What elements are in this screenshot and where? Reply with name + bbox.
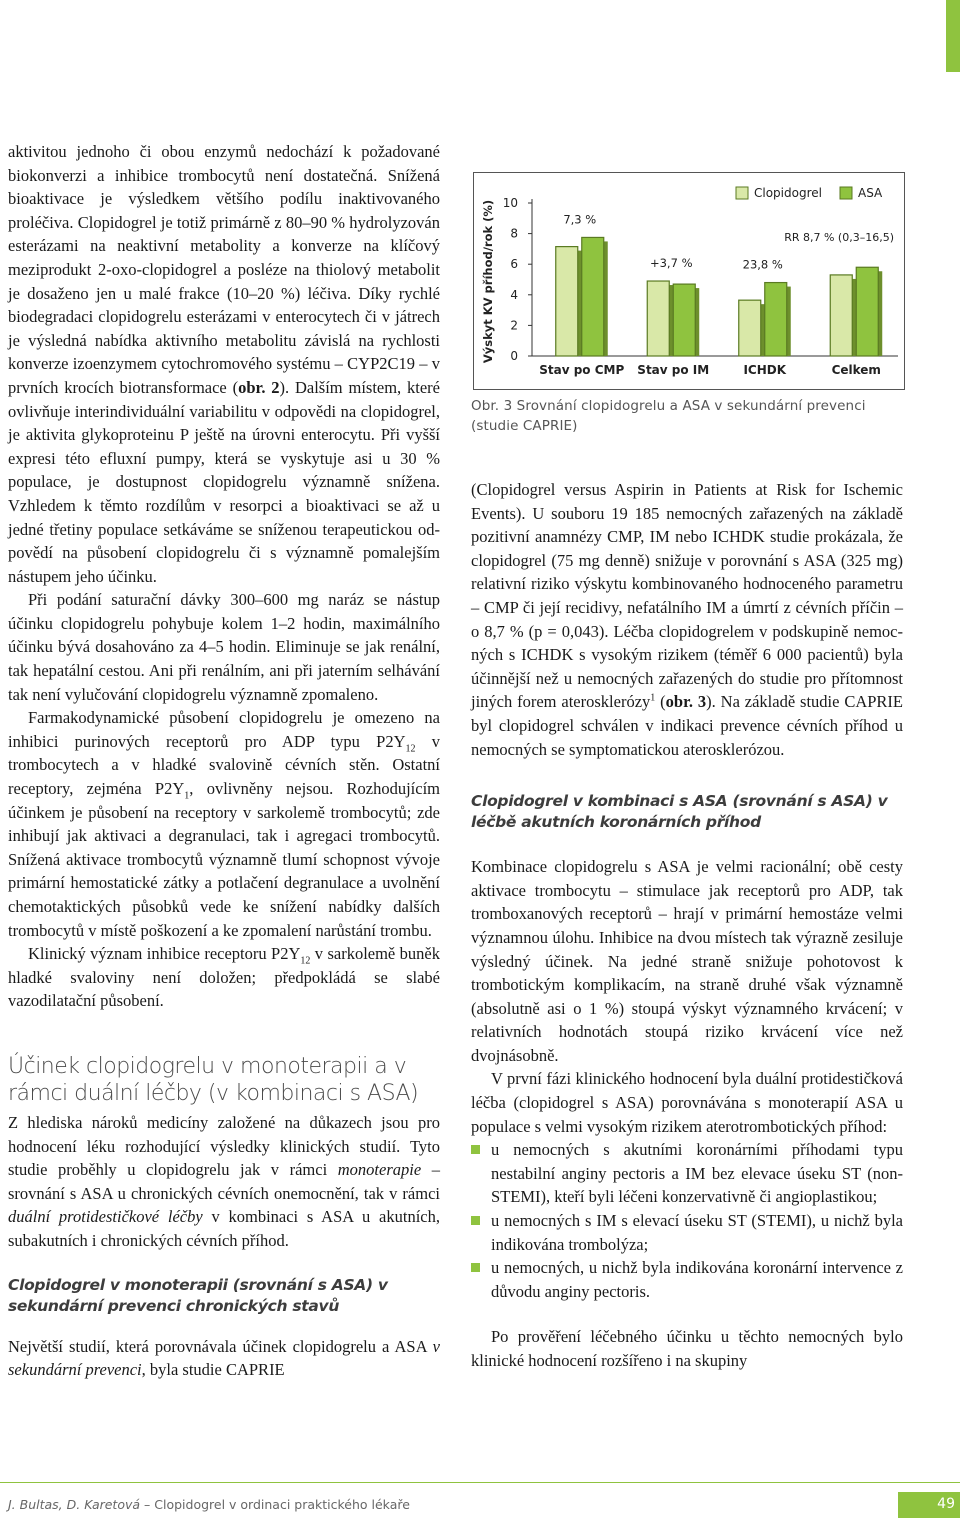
footer-authors: J. Bultas, D. Karetová: [8, 1497, 141, 1512]
bar-clopidogrel: [739, 300, 761, 356]
paragraph: Kombinace clopidogrelu s ASA je velmi racionální; obě cesty aktivace trombocytu – stimulace jak receptorů pro ADP, tak tromboxanových receptorů – hrají v primární hemostáze velmi významnou úlohu. Inhibice na dvou místech tak výrazně zesiluje výsledný účinek. Na jedné straně snižuje pohotovost k trombotickým komplikacím, na straně druhé však významně (absolutně asi o 1 %) stoupá výskyt významného krvácení; v relativních hodnotách stoupá riziko krvácení více než dvojnásobně.: [471, 857, 903, 1065]
x-tick-label: ICHDK: [743, 363, 787, 377]
paragraph: aktivitou jednoho či obou enzymů nedochází k požadované biokonverzi a inhibice trombocytů není dostatečná. Snížená bioaktivace je výsledkem většího podílu inaktivovaného proléčiva. Clopidogrel je totiž primárně z 80–90 % hydrolyzován esterázami na neaktivní metabolity a konverze na klíčový meziprodukt 2-oxo-clopidogrel a posléze na thiolový metabolit je dosaženo jen u malé frakce (10–20 %) léčiva. Díky rychlé biodegradaci clopidogrelu esterázami v enterocytech či v játrech je výsledná nabídka aktivního metabolitu závislá na rychlosti konverze izoenzymem cytochromového systému – CYP2C19 – v prvních krocích biotransformace (obr. 2). Dalším místem, které ovlivňuje interindividuální variabilitu v odpovědi na clopidogrel, je aktivita glykoproteinu P ještě na úrovni enterocytu. Při vyšší expresi této efluxní pumpy, která se vyskytuje asi u 30 % populace, je dostupnost clopidogrelu významně snížena. Vzhledem k těmto rozdílům v resorpci a bioaktivaci se až u jedné třetiny populace setkáváme se sníženou terapeutickou odpovědí na působení clopidogrelu či s významně pomalejším nástupem jeho účinku.: [8, 142, 440, 586]
paragraph: Klinický význam inhibice receptoru $P2Y_{12}$ v sarkolemě buněk hladké svaloviny není doložen; předpokládá se slabé vazodilatační působení.: [8, 944, 440, 1011]
subsection-heading: Clopidogrel v kombinaci s ASA (srovnání s ASA) v léčbě akutních koronárních příhod: [471, 792, 888, 832]
bar-clopidogrel: [830, 275, 852, 356]
page-number: 49: [937, 1496, 955, 1512]
bullet-list: [471, 1138, 903, 1303]
rr-annotation: RR 8,7 % (0,3–16,5): [784, 231, 894, 244]
y-axis-label: Výskyt KV příhod/rok (%): [481, 199, 495, 364]
list-item: u nemocných, u nichž byla indikována koronární intervence z důvodu anginy pectoris.: [471, 1256, 903, 1303]
figure-reference[interactable]: obr. 2: [238, 377, 280, 397]
x-tick-label: Stav po IM: [637, 363, 710, 377]
footer-rule: [0, 1482, 960, 1483]
caprie-bar-chart: [473, 172, 905, 390]
legend-label: ASA: [858, 186, 883, 200]
legend-label: Clopidogrel: [754, 186, 822, 200]
bar-asa: [856, 267, 878, 356]
section-heading: Účinek clopidogrelu v monoterapii a v rámci duální léčby (v kombinaci s ASA): [8, 1053, 419, 1106]
footer-title: Clopidogrel v ordinaci praktického lékaře: [154, 1497, 410, 1512]
bar-clopidogrel: [647, 281, 669, 356]
bar-asa: [673, 284, 695, 356]
x-tick-label: Stav po CMP: [539, 363, 625, 377]
bar-annotation: +3,7 %: [649, 256, 693, 271]
paragraph: Z hlediska nároků medicíny založené na důkazech jsou pro hodnocení léku rozhodující výsledky klinických studií. Tyto studie proběhly u clopidogrelu jak v rámci monoterapie – srovnání s ASA u chronických cévních onemocnění, tak v rámci duální protidestičkové léčby v kombinaci s ASA u akutních, subakutních i chronických cévních příhod.: [8, 1112, 441, 1250]
legend-swatch: [736, 187, 748, 199]
y-tick-label: 8: [510, 226, 518, 241]
figure-caption: Obr. 3 Srovnání clopidogrelu a ASA v sekundární prevenci (studie CAPRIE): [471, 398, 866, 434]
y-tick-label: 6: [510, 257, 518, 272]
y-tick-label: 10: [502, 196, 518, 210]
y-tick-label: 0: [510, 349, 518, 363]
bar-asa: [582, 237, 604, 356]
x-tick-label: Celkem: [831, 363, 881, 377]
running-footer: J. Bultas, D. Karetová – Clopidogrel v ordinaci praktického lékaře: [8, 1497, 410, 1512]
paragraph: V první fázi klinického hodnocení byla duální protidestičková léčba (clopidogrel s ASA) porovnávána s monoterapií ASA u populace s velmi vysokým rizikem aterotrombotických příhod:: [471, 1069, 903, 1136]
bullet-square-icon: [471, 1216, 480, 1225]
bar-annotation: 7,3 %: [563, 212, 597, 227]
subsection-heading: Clopidogrel v monoterapii (srovnání s ASA) v sekundární prevenci chronických stavů: [8, 1275, 388, 1315]
right-column: [471, 396, 903, 1373]
chart-svg: [474, 173, 906, 391]
bar-annotation: 23,8 %: [742, 257, 783, 272]
top-accent-bar: [946, 0, 960, 72]
paragraph: Farmakodynamické působení clopidogrelu je omezeno na inhibici purinových receptorů pro ADP typu $P2Y_{12}$ v trombocytech a v hladké svalovině cévních stěn. Ostatní receptory, zejména $P2Y_1$, ovlivněny nejsou. Rozhodujícím účinkem je působení na receptory v sarkolemě trombocytů; zde inhibují jak aktivaci a degranulaci, tak i agregaci trombocytů. Snížená aktivace trombocytů významně tlumí schopnost vývoje primární hemostatické zátky a potlačení degranulace a uvolnění chemotaktických působků vede ke snížení nabídky dalších trombocytů v místě poškození a ke zpomalení narůstání trombu.: [8, 708, 440, 940]
figure-reference[interactable]: obr. 3: [665, 692, 707, 712]
y-tick-label: 4: [510, 287, 518, 302]
list-item: u nemocných s IM s elevací úseku ST (STEMI), u nichž byla indikována trombolýza;: [471, 1209, 903, 1256]
bar-clopidogrel: [556, 247, 578, 356]
bar-asa: [765, 283, 787, 356]
legend-swatch: [840, 187, 852, 199]
y-tick-label: 2: [510, 318, 518, 333]
left-column: [8, 140, 440, 1382]
paragraph: (Clopidogrel versus Aspirin in Patients at Risk for Ischemic Events). U souboru 19 185 nemocných zařazených na základě pozitivní anamnézy CMP, IM nebo ICHDK studie prokázala, že clopidogrel (75 mg denně) snižuje v porovnání s ASA (325 mg) relativní riziko výskytu kombinovaného hodnoceného parametru – CMP či její recidivy, nefatálního IM a úmrtí z cévních příčin – o 8,7 % (p = 0,043). Léčba clopidogrelem v podskupině nemocných s ICHDK s vysokým rizikem (téměř 6 000 pacientů) byla účinnější než u nemocných zařazených do studie pro přítomnost jiných forem aterosklerózy$^1$ (obr. 3). Na základě studie CAPRIE byl clopidogrel schválen v indikaci prevence cévních příhod u nemocných se symptomatickou aterosklerózou.: [471, 480, 903, 759]
paragraph: Po prověření léčebného účinku u těchto nemocných bylo klinické hodnocení rozšířeno i na skupiny: [471, 1327, 903, 1370]
bullet-square-icon: [471, 1145, 480, 1154]
bullet-square-icon: [471, 1263, 480, 1272]
list-item: u nemocných s akutními koronárními příhodami typu nestabilní anginy pectoris a IM bez elevace úseku ST (non-STEMI), kteří byli léčeni konzervativně či angioplastikou;: [471, 1138, 903, 1209]
paragraph: Při podání saturační dávky 300–600 mg naráz se nástup účinku clopidogrelu pohybuje kolem 1–2 hodin, maximálního účinku bývá dosahováno za 4–5 hodin. Eliminuje se jak renální, tak hepatální cestou. Ani při renálním, ani při jaterním selhávání tak není vylučování clopidogrelu významně zpomaleno.: [8, 590, 440, 704]
paragraph: Největší studií, která porovnávala účinek clopidogrelu a ASA v sekundární prevenci, byla studie CAPRIE: [8, 1336, 440, 1380]
